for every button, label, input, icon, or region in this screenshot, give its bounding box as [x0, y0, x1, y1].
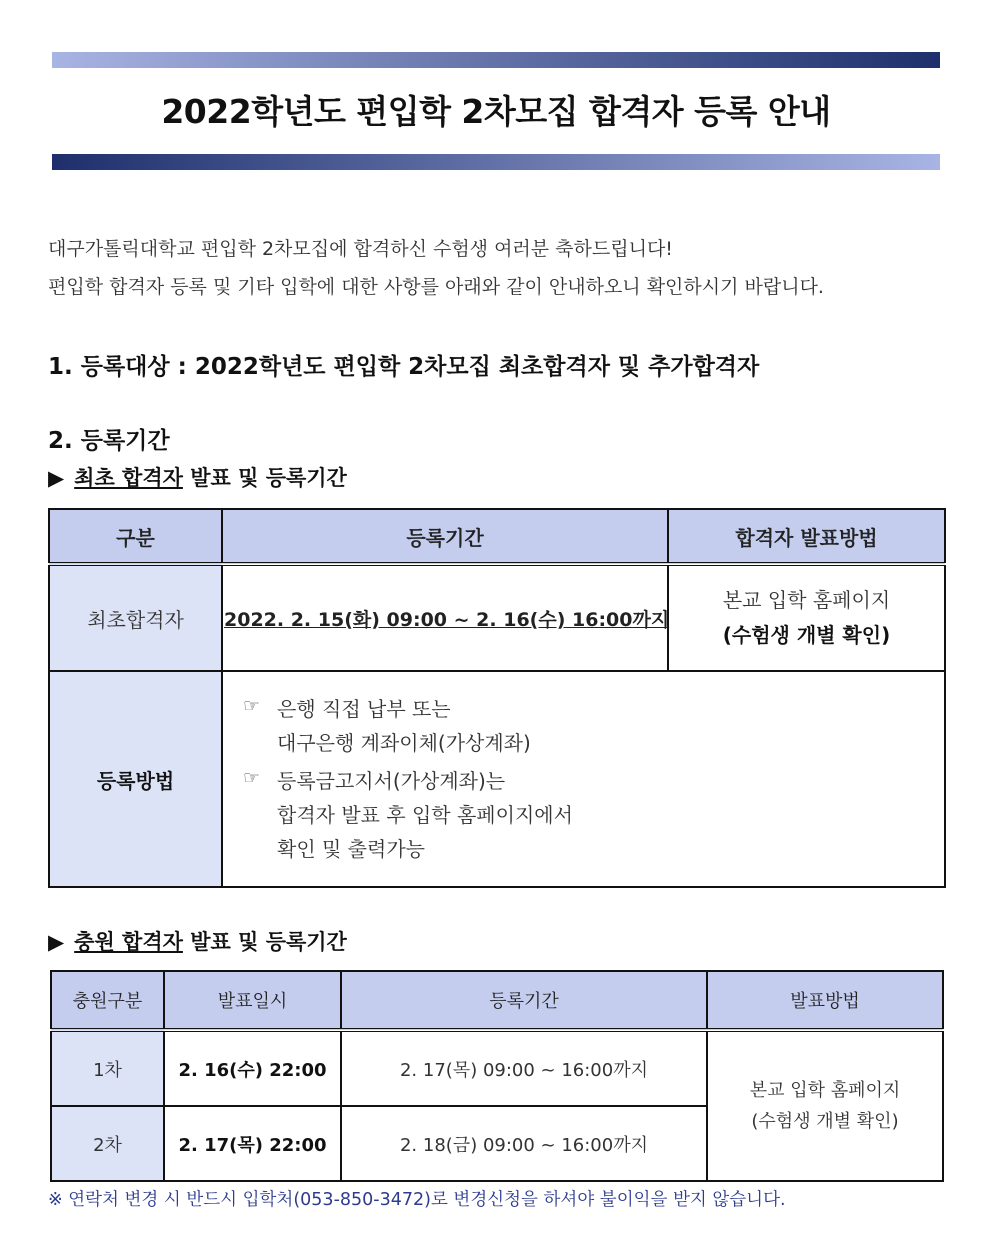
subheading-additional-rest: 발표 및 등록기간	[182, 930, 347, 954]
registration-period-cell	[222, 564, 668, 671]
pointing-hand-icon: ☞	[243, 695, 261, 717]
arrow-icon: ▶	[48, 466, 65, 490]
row-label-initial: 최초합격자	[49, 564, 222, 671]
intro-line-1: 대구가톨릭대학교 편입학 2차모집에 합격하신 수험생 여러분 축하드립니다!	[48, 238, 673, 260]
round-label: 1차	[51, 1030, 164, 1106]
subheading-initial-rest: 발표 및 등록기간	[182, 466, 347, 490]
pointing-hand-icon: ☞	[243, 767, 261, 789]
header-announce-method: 발표방법	[707, 971, 943, 1030]
subheading-additional-underlined: 충원 합격자	[74, 930, 183, 954]
method-1-line-1: 은행 직접 납부 또는	[277, 697, 451, 721]
announce-date: 2. 16(수) 22:00	[164, 1030, 341, 1106]
table-row	[51, 1030, 943, 1106]
table-row	[49, 671, 945, 887]
announce-date: 2. 17(목) 22:00	[164, 1106, 341, 1181]
header-announce-method: 합격자 발표방법	[668, 509, 945, 564]
round-label: 2차	[51, 1106, 164, 1181]
header-round: 충원구분	[51, 971, 164, 1030]
additional-registration-table	[50, 970, 944, 1182]
header-announce-date: 발표일시	[164, 971, 341, 1030]
table-header-row	[51, 971, 943, 1030]
registration-period: 2022. 2. 15(화) 09:00 ~ 2. 16(수) 16:00까지	[224, 608, 670, 631]
registration-period: 2. 18(금) 09:00 ~ 16:00까지	[341, 1106, 707, 1181]
method-item	[243, 692, 943, 760]
subheading-initial-underlined: 최초 합격자	[74, 466, 183, 490]
header-category: 구분	[49, 509, 222, 564]
method-2-line-3: 확인 및 출력가능	[277, 837, 425, 861]
section-registration-period: 2. 등록기간	[48, 428, 170, 454]
initial-registration-table	[48, 508, 946, 888]
arrow-icon: ▶	[48, 930, 65, 954]
header-period: 등록기간	[341, 971, 707, 1030]
header-bar-top	[52, 52, 940, 68]
row-label-method: 등록방법	[49, 671, 222, 887]
announce-method-cell	[668, 564, 945, 671]
announce-homepage: 본교 입학 홈페이지	[722, 588, 891, 612]
announce-individual-check: (수험생 개별 확인)	[722, 623, 891, 647]
header-bar-bottom	[52, 154, 940, 170]
announce-method-cell	[707, 1030, 943, 1181]
section-registration-target: 1. 등록대상 : 2022학년도 편입학 2차모집 최초합격자 및 추가합격자	[48, 354, 760, 380]
method-1-line-2: 대구은행 계좌이체(가상계좌)	[277, 731, 531, 755]
method-2-line-2: 합격자 발표 후 입학 홈페이지에서	[277, 803, 573, 827]
page-title: 2022학년도 편입학 2차모집 합격자 등록 안내	[161, 92, 831, 131]
announce-homepage: 본교 입학 홈페이지	[749, 1079, 901, 1101]
table-header-row	[49, 509, 945, 564]
table-row	[49, 564, 945, 671]
contact-change-footnote: ※ 연락처 변경 시 반드시 입학처(053-850-3472)로 변경신청을 하셔야 불이익을 받지 않습니다.	[48, 1190, 786, 1210]
header-period: 등록기간	[222, 509, 668, 564]
subheading-initial	[48, 462, 347, 492]
announce-individual-check: (수험생 개별 확인)	[751, 1111, 899, 1132]
subheading-additional	[48, 926, 347, 956]
registration-methods-cell	[222, 671, 945, 887]
intro-line-2: 편입학 합격자 등록 및 기타 입학에 대한 사항를 아래와 같이 안내하오니 확인하시기 바랍니다.	[48, 276, 824, 298]
method-item	[243, 764, 943, 866]
registration-period: 2. 17(목) 09:00 ~ 16:00까지	[341, 1030, 707, 1106]
method-2-line-1: 등록금고지서(가상계좌)는	[277, 769, 506, 793]
